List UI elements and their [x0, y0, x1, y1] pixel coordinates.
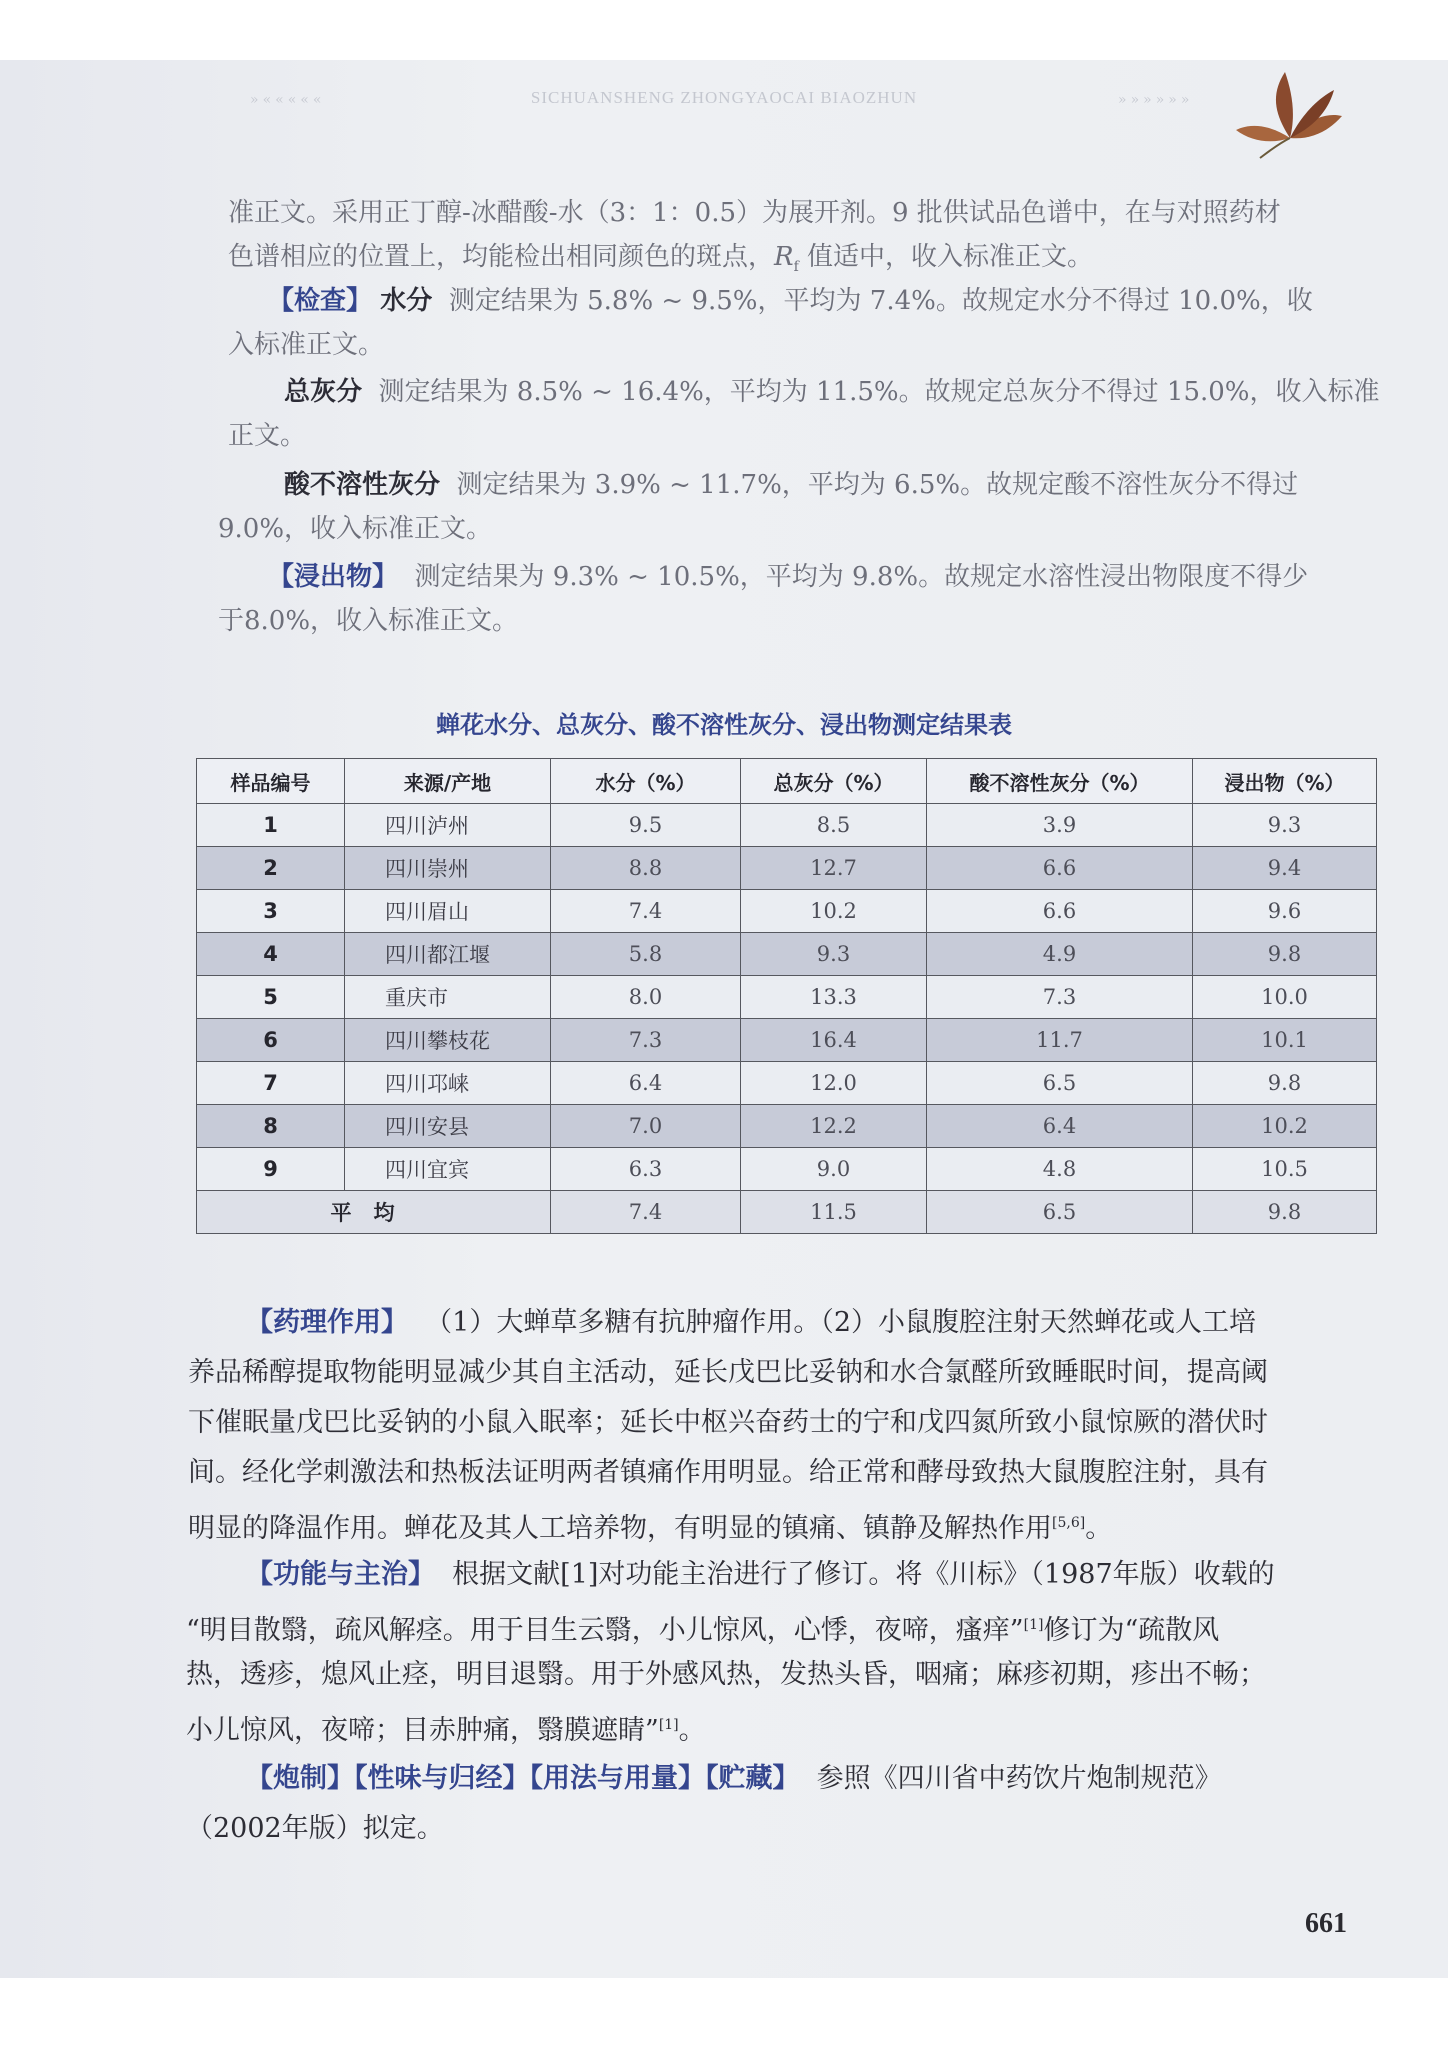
- cell-sample-id: 3: [197, 890, 345, 933]
- cell-acid-ash: 6.6: [927, 847, 1193, 890]
- section-heading-check: 【检查】: [268, 286, 373, 316]
- cell-source: 四川邛崃: [345, 1062, 551, 1105]
- cell-moisture: 6.3: [551, 1148, 741, 1191]
- cell-source: 四川泸州: [345, 804, 551, 847]
- cell-extract: 10.1: [1193, 1019, 1377, 1062]
- cell-sample-id: 5: [197, 976, 345, 1019]
- col-header-total-ash: 总灰分（%）: [741, 759, 927, 804]
- cell-total-ash: 8.5: [741, 804, 927, 847]
- table-caption: 蝉花水分、总灰分、酸不溶性灰分、浸出物测定结果表: [436, 710, 1012, 739]
- subheading-acid-insoluble-ash: 酸不溶性灰分: [284, 470, 441, 500]
- header-ornament-right: »»»»»»: [1118, 92, 1194, 108]
- pharmacology-line-1: 【药理作用】 （1）大蝉草多糖有抗肿瘤作用。（2）小鼠腹腔注射天然蝉花或人工培: [246, 1307, 1257, 1338]
- cell-source: 重庆市: [345, 976, 551, 1019]
- function-line-4: 小儿惊风，夜啼；目赤肿痛，翳膜遮睛”[1]。: [186, 1715, 706, 1746]
- subheading-moisture: 水分: [380, 286, 433, 316]
- cell-sample-id: 7: [197, 1062, 345, 1105]
- table-row: [197, 804, 1377, 847]
- cell-extract: 10.0: [1193, 976, 1377, 1019]
- table-row: [197, 1148, 1377, 1191]
- cell-sample-id: 9: [197, 1148, 345, 1191]
- extract-line-1: 【浸出物】 测定结果为 9.3% ~ 10.5%，平均为 9.8%。故规定水溶性浸出物限度不得少: [268, 562, 1309, 592]
- cell-moisture: 8.0: [551, 976, 741, 1019]
- cell-source: 四川崇州: [345, 847, 551, 890]
- cell-sample-id: 4: [197, 933, 345, 976]
- cell-acid-ash: 7.3: [927, 976, 1193, 1019]
- subheading-total-ash: 总灰分: [284, 377, 363, 407]
- cell-acid-ash: 6.5: [927, 1191, 1193, 1234]
- cell-total-ash: 12.7: [741, 847, 927, 890]
- intro-line-2: 色谱相应的位置上，均能检出相同颜色的斑点，$R_f$ 值适中，收入标准正文。: [228, 242, 1094, 276]
- table-row: [197, 847, 1377, 890]
- cell-sample-id: 6: [197, 1019, 345, 1062]
- cell-acid-ash: 11.7: [927, 1019, 1193, 1062]
- cell-source: 四川都江堰: [345, 933, 551, 976]
- cell-acid-ash: 4.9: [927, 933, 1193, 976]
- table-row: [197, 1105, 1377, 1148]
- table-row: [197, 890, 1377, 933]
- pharmacology-line-2: 养品稀醇提取物能明显减少其自主活动，延长戊巴比妥钠和水合氯醛所致睡眠时间，提高阈: [188, 1357, 1268, 1388]
- cell-acid-ash: 6.6: [927, 890, 1193, 933]
- cell-total-ash: 12.2: [741, 1105, 927, 1148]
- table-row: [197, 976, 1377, 1019]
- cell-source: 四川宜宾: [345, 1148, 551, 1191]
- col-header-acid-ash: 酸不溶性灰分（%）: [927, 759, 1193, 804]
- cell-moisture: 6.4: [551, 1062, 741, 1105]
- cell-moisture: 7.3: [551, 1019, 741, 1062]
- pharmacology-line-3: 下催眠量戊巴比妥钠的小鼠入眠率；延长中枢兴奋药士的宁和戊四氮所致小鼠惊厥的潜伏时: [188, 1407, 1268, 1438]
- cell-total-ash: 10.2: [741, 890, 927, 933]
- section-heading-pharmacology: 【药理作用】: [246, 1307, 408, 1338]
- cell-total-ash: 9.0: [741, 1148, 927, 1191]
- leaf-ornament-icon: [1230, 60, 1350, 160]
- table-row: [197, 933, 1377, 976]
- running-header: SICHUANSHENG ZHONGYAOCAI BIAOZHUN: [530, 88, 918, 107]
- cell-extract: 9.8: [1193, 1062, 1377, 1105]
- table-header-row: [197, 759, 1377, 804]
- section-heading-function: 【功能与主治】: [246, 1559, 435, 1590]
- cell-moisture: 7.4: [551, 1191, 741, 1234]
- section-heading-extract: 【浸出物】: [268, 562, 399, 592]
- table-row: [197, 1062, 1377, 1105]
- cell-extract: 9.6: [1193, 890, 1377, 933]
- cell-acid-ash: 6.5: [927, 1062, 1193, 1105]
- cell-extract: 9.4: [1193, 847, 1377, 890]
- table-row: [197, 1019, 1377, 1062]
- col-header-source: 来源/产地: [345, 759, 551, 804]
- total-ash-line-1: 总灰分 测定结果为 8.5% ~ 16.4%，平均为 11.5%。故规定总灰分不得过 15.0%，收入标准: [284, 377, 1380, 407]
- col-header-extract: 浸出物（%）: [1193, 759, 1377, 804]
- cell-sample-id: 8: [197, 1105, 345, 1148]
- function-line-3: 热，透疹，熄风止痉，明目退翳。用于外感风热，发热头昏，咽痛；麻疹初期，疹出不畅；: [186, 1659, 1266, 1690]
- cell-source: 四川安县: [345, 1105, 551, 1148]
- cell-acid-ash: 4.8: [927, 1148, 1193, 1191]
- col-header-sample-id: 样品编号: [197, 759, 345, 804]
- cell-source: 四川眉山: [345, 890, 551, 933]
- cell-acid-ash: 3.9: [927, 804, 1193, 847]
- cell-moisture: 5.8: [551, 933, 741, 976]
- cell-extract: 10.2: [1193, 1105, 1377, 1148]
- table-average-row: [197, 1191, 1377, 1234]
- cell-total-ash: 16.4: [741, 1019, 927, 1062]
- cell-extract: 9.8: [1193, 1191, 1377, 1234]
- section-heading-processing: 【炮制】【性味与归经】【用法与用量】【贮藏】: [246, 1763, 800, 1794]
- cell-moisture: 9.5: [551, 804, 741, 847]
- intro-line-1: 准正文。采用正丁醇-冰醋酸-水（3：1：0.5）为展开剂。9 批供试品色谱中，在与对照药材: [228, 198, 1281, 228]
- cell-total-ash: 13.3: [741, 976, 927, 1019]
- page-number: 661: [1305, 1908, 1347, 1939]
- cell-total-ash: 12.0: [741, 1062, 927, 1105]
- cell-acid-ash: 6.4: [927, 1105, 1193, 1148]
- check-moisture-line-2: 入标准正文。: [228, 330, 385, 360]
- results-table: [196, 758, 1377, 1234]
- cell-total-ash: 11.5: [741, 1191, 927, 1234]
- function-line-1: 【功能与主治】 根据文献[1]对功能主治进行了修订。将《川标》（1987年版）收载的: [246, 1559, 1275, 1590]
- cell-moisture: 8.8: [551, 847, 741, 890]
- cell-average-label: 平均: [197, 1191, 551, 1234]
- cell-extract: 10.5: [1193, 1148, 1377, 1191]
- acid-ash-line-1: 酸不溶性灰分 测定结果为 3.9% ~ 11.7%，平均为 6.5%。故规定酸不溶性灰分不得过: [284, 470, 1299, 500]
- acid-ash-line-2: 9.0%，收入标准正文。: [218, 514, 493, 544]
- processing-line-2: （2002年版）拟定。: [186, 1813, 444, 1844]
- cell-total-ash: 9.3: [741, 933, 927, 976]
- cell-extract: 9.3: [1193, 804, 1377, 847]
- col-header-moisture: 水分（%）: [551, 759, 741, 804]
- function-line-2: “明目散翳，疏风解痉。用于目生云翳，小儿惊风，心悸，夜啼，瘙痒”[1]修订为“疏散风: [186, 1615, 1220, 1646]
- header-ornament-left: »«««««: [250, 92, 326, 108]
- total-ash-line-2: 正文。: [228, 421, 307, 451]
- extract-line-2: 于8.0%，收入标准正文。: [218, 606, 519, 636]
- pharmacology-line-5: 明显的降温作用。蝉花及其人工培养物，有明显的镇痛、镇静及解热作用[5,6]。: [188, 1513, 1113, 1544]
- cell-source: 四川攀枝花: [345, 1019, 551, 1062]
- cell-sample-id: 1: [197, 804, 345, 847]
- processing-line-1: 【炮制】【性味与归经】【用法与用量】【贮藏】 参照《四川省中药饮片炮制规范》: [246, 1763, 1222, 1794]
- cell-extract: 9.8: [1193, 933, 1377, 976]
- check-moisture-line-1: 【检查】 水分 测定结果为 5.8% ~ 9.5%，平均为 7.4%。故规定水分不得过 10.0%，收: [268, 286, 1313, 316]
- pharmacology-line-4: 间。经化学刺激法和热板法证明两者镇痛作用明显。给正常和酵母致热大鼠腹腔注射，具有: [188, 1457, 1268, 1488]
- cell-moisture: 7.0: [551, 1105, 741, 1148]
- cell-moisture: 7.4: [551, 890, 741, 933]
- cell-sample-id: 2: [197, 847, 345, 890]
